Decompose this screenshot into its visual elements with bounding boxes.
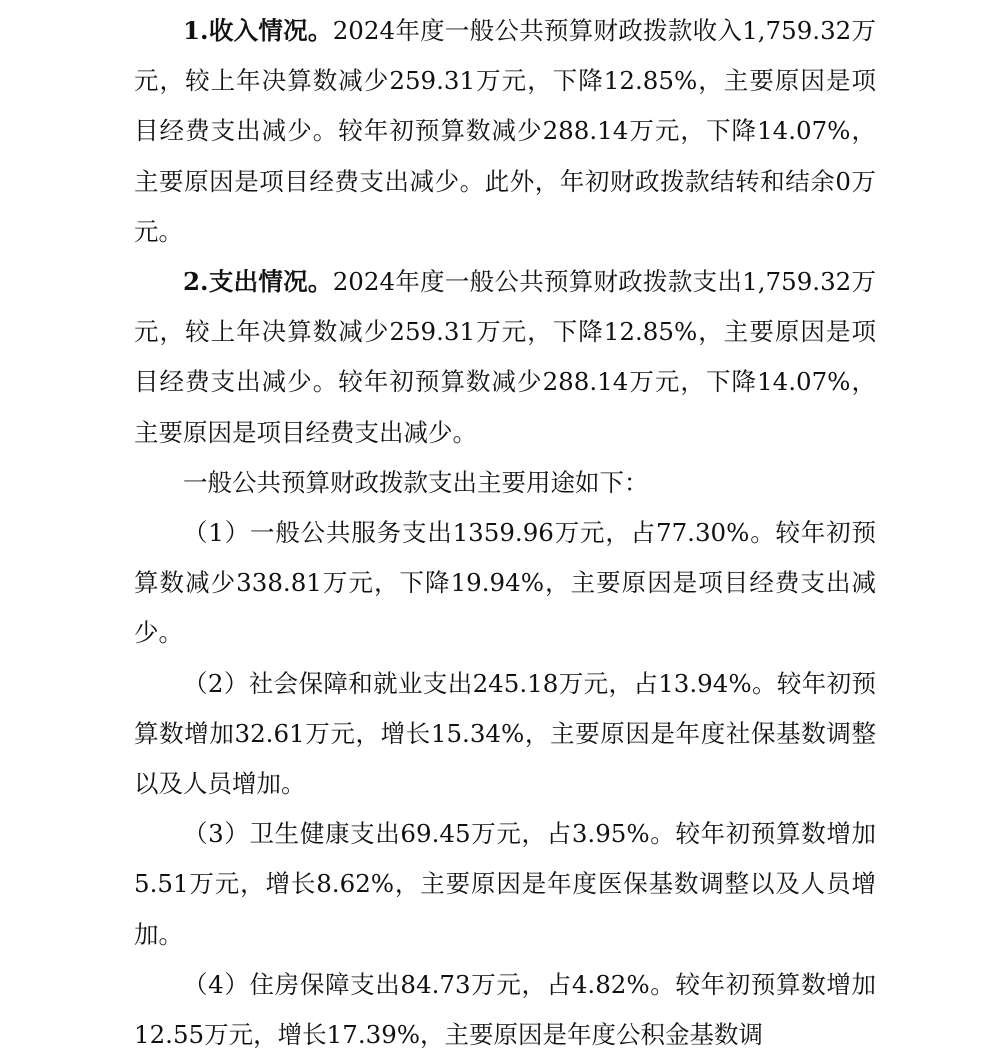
item-2-paragraph [134, 659, 876, 810]
income-paragraph [134, 6, 876, 257]
item-1-text: （1）一般公共服务支出1359.96万元，占77.30%。较年初预算数减少338.81万元，下降19.94%，主要原因是项目经费支出减少。 [134, 518, 876, 648]
item-3-text: （3）卫生健康支出69.45万元，占3.95%。较年初预算数增加5.51万元，增长8.62%，主要原因是年度医保基数调整以及人员增加。 [134, 819, 876, 949]
expenditure-text: 2024年度一般公共预算财政拨款支出1,759.32万元，较上年决算数减少259.31万元，下降12.85%，主要原因是项目经费支出减少。较年初预算数减少288.14万元，下降14.07%，主要原因是项目经费支出减少。 [134, 267, 877, 447]
usage-intro-text: 一般公共预算财政拨款支出主要用途如下： [183, 467, 649, 497]
item-4-text: （4）住房保障支出84.73万元，占4.82%。较年初预算数增加12.55万元，增长17.39%，主要原因是年度公积金基数调 [134, 969, 876, 1050]
expenditure-paragraph [134, 257, 876, 458]
document-page [134, 0, 876, 1060]
expenditure-heading: 2.支出情况。 [183, 267, 333, 297]
income-text: 2024年度一般公共预算财政拨款收入1,759.32万元，较上年决算数减少259.31万元，下降12.85%，主要原因是项目经费支出减少。较年初预算数减少288.14万元，下降14.07%，主要原因是项目经费支出减少。此外，年初财政拨款结转和结余0万元。 [134, 16, 877, 246]
income-heading: 1.收入情况。 [183, 16, 333, 45]
item-1-paragraph [134, 508, 876, 659]
item-4-paragraph [134, 960, 876, 1060]
usage-intro-paragraph [134, 458, 876, 508]
item-3-paragraph [134, 809, 876, 960]
item-2-text: （2）社会保障和就业支出245.18万元，占13.94%。较年初预算数增加32.61万元，增长15.34%，主要原因是年度社保基数调整以及人员增加。 [134, 668, 876, 799]
